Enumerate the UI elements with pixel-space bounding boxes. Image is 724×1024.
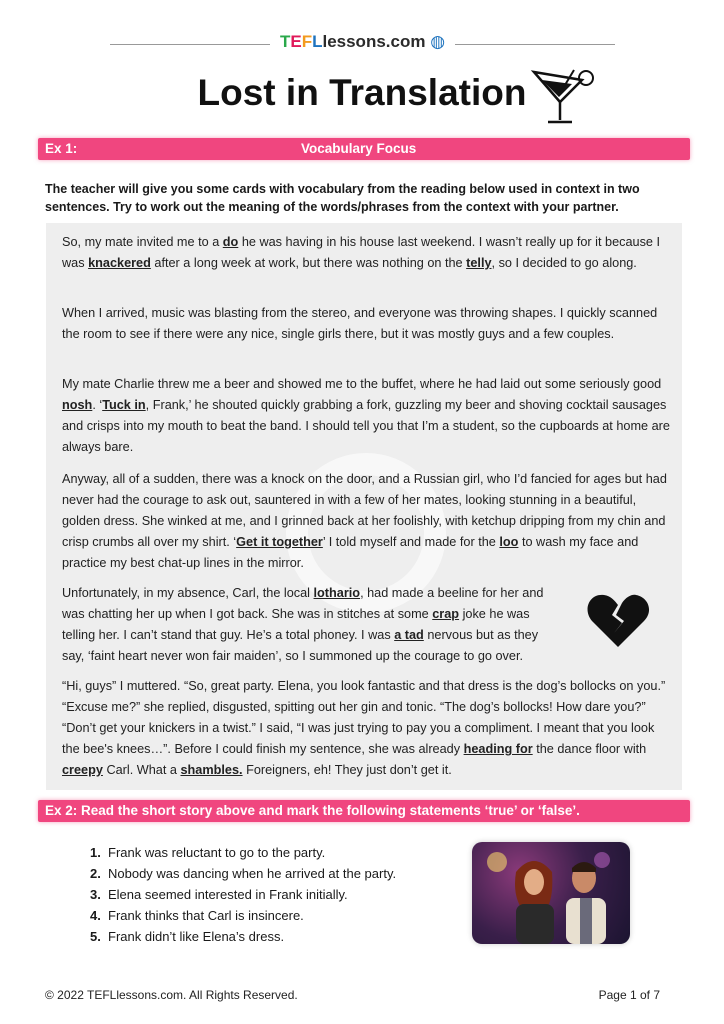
vocab-crap: crap [432,607,460,621]
list-item: 3. Elena seemed interested in Frank initially. [90,887,348,902]
vocab-nosh: nosh [62,398,93,412]
story-paragraph-6: “Hi, guys” I muttered. “So, great party. Elena, you look fantastic and that dress is the dog’s bollocks on you.” “Excuse me?” she replied, disgusted, spitting out her gin and tonic. “The dog’s bollocks! How dare you?” “Don’t get your knickers in a twist.” I said, “I was just trying to pay you a compliment. I meant that you look the bee's knees…”. Before I could finish my sentence, she was already heading for the dance floor with creepy Carl. What a shambles. Foreigners, eh! They just don’t get it. [62,679,666,777]
story-paragraph-5: Unfortunately, in my absence, Carl, the local lothario, had made a beeline for her and was chatting her up when I got back. She was in stitches at some crap joke he was telling her. I can’t stand that guy. He’s a total phoney. I was a tad nervous but as they say, ‘faint heart never won fair maiden’, so I summoned up the courage to go over. [62,586,544,663]
vocab-shambles: shambles. [180,763,243,777]
site-logo-row [110,32,615,56]
list-item: 2. Nobody was dancing when he arrived at the party. [90,866,397,881]
divider [110,44,270,45]
party-photo [472,842,630,944]
list-item: 4. Frank thinks that Carl is insincere. [90,908,304,923]
exercise-1-header [38,138,690,160]
list-item: 1. Frank was reluctant to go to the party. [90,845,326,860]
list-item: 5. Frank didn’t like Elena’s dress. [90,929,285,944]
exercise-label: Ex 1: [45,141,78,156]
vocab-creepy: creepy [62,763,103,777]
vocab-lothario: lothario [313,586,361,600]
globe-icon: ◍ [430,32,446,51]
story-box [46,223,682,790]
vocab-loo: loo [499,535,519,549]
divider [455,44,615,45]
exercise-2-header: Ex 2: Read the short story above and mark the following statements ‘true’ or ‘false’. [38,800,690,822]
story-paragraph-1: So, my mate invited me to a do he was having in his house last weekend. I wasn’t really up for it because I was knackered after a long week at work, but there was nothing on the telly, so I decided to go along. [62,235,661,270]
story-paragraph-2: When I arrived, music was blasting from the stereo, and everyone was throwing shapes. I quickly scanned the room to see if there were any nice, single girls there, but it was mostly guys and a few couples. [62,306,658,341]
vocab-do: do [222,235,239,249]
story-paragraph-4: Anyway, all of a sudden, there was a knock on the door, and a Russian girl, who I’d fancied for ages but had never had the courage to ask out, sauntered in with a few of her mates, looking stunning in a beautiful, golden dress. She winked at me, and I grinned back at her foolishly, with ketchup dripping from my chin and crisp crumbs all over my shirt. ‘Get it together’ I told myself and made for the loo to wash my face and practice my best chat-up lines in the mirror. [62,472,667,570]
story-paragraph-3: My mate Charlie threw me a beer and showed me to the buffet, where he had laid out some seriously good nosh. ‘Tuck in, Frank,’ he shouted quickly grabbing a fork, guzzling my beer and shoving cocktail sausages and crisps into my mouth to beat the band. I should tell you that I’m a student, so the cupboards at home are always bare. [62,377,670,454]
vocab-knackered: knackered [88,256,151,270]
instructions: The teacher will give you some cards with vocabulary from the reading below used in context in two sentences. Try to work out the meaning of the words/phrases from the context with your partner. [45,182,640,214]
vocab-telly: telly [466,256,492,270]
broken-heart-icon [586,593,650,649]
vocab-get-it-together: Get it together [236,535,323,549]
statements-list [90,842,396,947]
cocktail-glass-icon [528,66,598,128]
site-logo: TEFLlessons.com ◍ [279,32,446,51]
vocab-heading-for: heading for [463,742,533,756]
vocab-tuck-in: Tuck in [102,398,146,412]
exercise-title: Vocabulary Focus [301,141,417,156]
page-title: Lost in Translation [197,72,527,113]
copyright: © 2022 TEFLlessons.com. All Rights Reserved. [45,988,298,1002]
page-number: Page 1 of 7 [598,988,660,1002]
vocab-a-tad: a tad [394,628,424,642]
